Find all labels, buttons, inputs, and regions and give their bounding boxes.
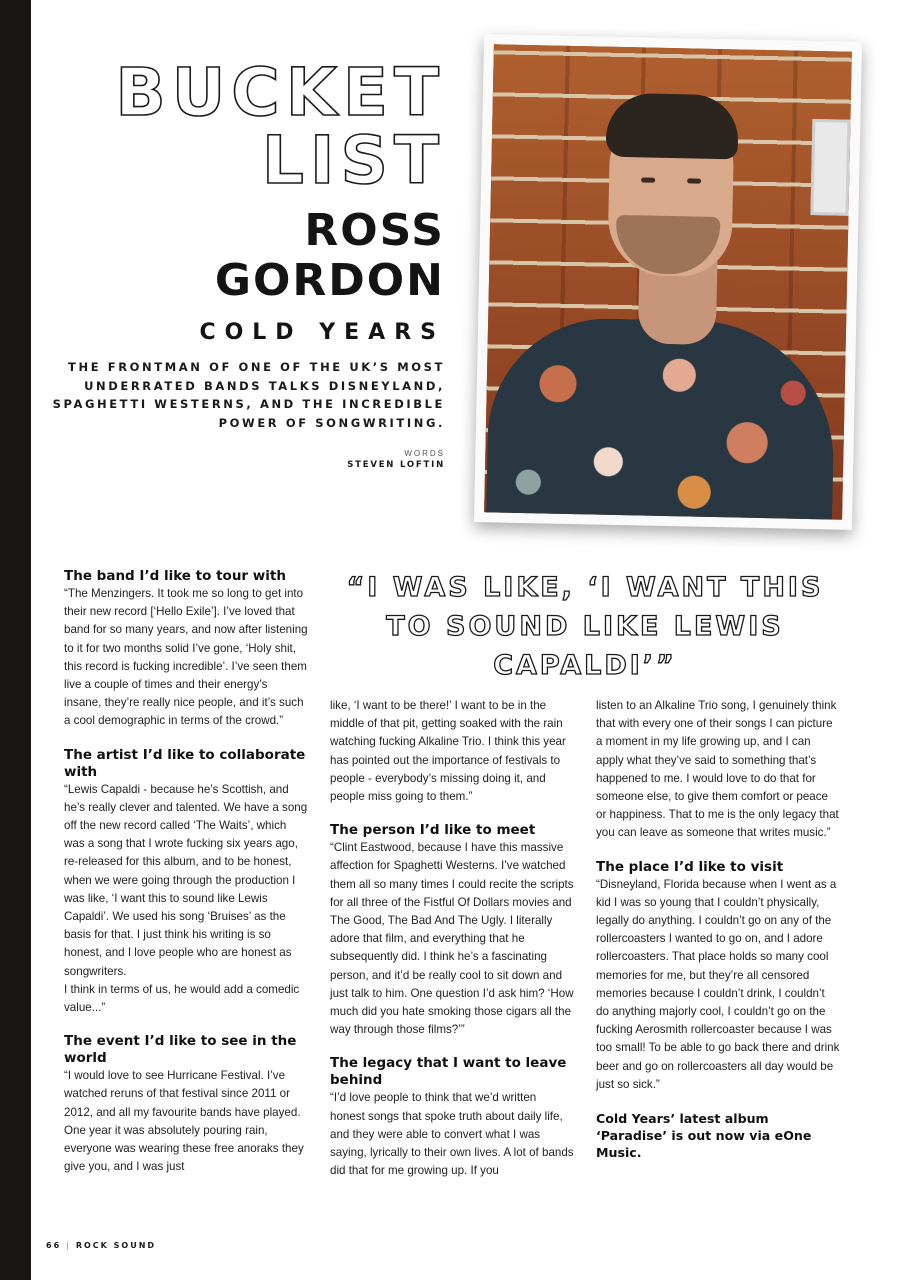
heading-meet: The person I’d like to meet [330,822,536,839]
column-3 [596,697,840,1161]
column-1 [64,568,308,1176]
page-spine [0,0,31,1280]
standfirst: THE FRONTMAN OF ONE OF THE UK’S MOST UNDERRATED BANDS TALKS DISNEYLAND, SPAGHETTI WESTERNS, AND THE INCREDIBLE POWER OF SONGWRITING. [52,360,445,430]
title-bucket: BUCKET [115,54,445,131]
wall-picture [810,119,850,216]
right-eye [687,178,701,183]
text-legacy-1: “I’d love people to think that we’d written honest songs that spoke truth about daily life, and they were able to convert what I was saying, lyrically to their own lives. A lot of bands did that for me growing up. If you [330,1091,574,1178]
left-eye [641,177,655,182]
footer-separator: | [66,1241,71,1250]
publication-name: ROCK SOUND [75,1241,157,1250]
heading-tour: The band I’d like to tour with [64,568,286,584]
pull-quote: “I WAS LIKE, ‘I WANT THIS TO SOUND LIKE LEWIS CAPALDI’” [346,572,824,681]
page-number: 66 [46,1241,62,1250]
text-meet: “Clint Eastwood, because I have this massive affection for Spaghetti Westerns. I’ve watched them all so many times I could recite the scripts for all three of the Fistful Of Dollars movies and The Good, The Bad And The Ugly. I literally adore that film, and everything that he subsequently did. I think he’s a fascinating person, and it’d be really cool to sit down and just talk to him. One question I’d ask him? ‘How much did you hate smoking those cigars all the way through those films?’” [330,841,574,1037]
text-event-1: “I would love to see Hurricane Festival. I’ve watched reruns of that festival since 2011 or 2012, and all my favourite bands have played. One year it was absolutely pouring rain, everyone was wearing these free anoraks they give you, and I was just [64,1069,304,1174]
heading-visit: The place I’d like to visit [596,858,784,875]
text-tour: “The Menzingers. It took me so long to get into their new record [‘Hello Exile’]. I’ve loved that band for so many years, and now after listening to it for two months solid I’ve gone, ‘Holy shit, this record is fucking incredible’. I’ve seen them live a couple of times and their energy’s insane, they’re really nice people, and it’s such a cool demographic in terms of the crowd.” [64,587,308,728]
portrait-photo [484,44,852,519]
words-author: STEVEN LOFTIN [347,460,445,470]
column-2 [330,697,574,1180]
portrait-photo-frame [474,34,862,530]
heading-collaborate: The artist I’d like to collaborate with [64,746,306,780]
heading-event: The event I’d like to see in the world [64,1033,297,1067]
closing-note: Cold Years’ latest album ‘Paradise’ is out now via eOne Music. [596,1111,812,1161]
hair [606,93,739,160]
text-legacy-2: listen to an Alkaline Trio song, I genuinely think that with every one of their songs I can picture a moment in my life growing up, and I can apply what they’ve said to something that’s happened to me. I would love to do that for someone else, to give them comfort or peace or happiness. That to me is the only legacy that you can leave as someone that writes music.” [596,699,839,840]
text-visit: “Disneyland, Florida because when I went as a kid I was so young that I couldn’t physically, legally do anything. I couldn’t go on any of the rollercoasters I wanted to go on, and I adore rollercoasters. That place holds so many cool memories for me, but they’re all censored memories because I couldn’t drink, I couldn’t do anything majorly cool, I couldn’t go on the fucking Aerosmith rollercoaster because I was too small! To be able to go back there and drink beer and go on rollercoasters all day would be just so sick.” [596,877,840,1091]
name-last: GORDON [214,255,445,306]
words-label: WORDS [404,449,445,458]
floral-shirt [486,316,837,519]
band-name: COLD YEARS [199,320,445,345]
text-collaborate-2: I think in terms of us, he would add a comedic value...” [64,982,300,1015]
text-collaborate-1: “Lewis Capaldi - because he’s Scottish, and he’s really clever and talented. We have a song off the new record called ‘The Waits’, which was a song that I wrote fucking six years ago, re-released for this album, and to be honest, when we were going through the production I was like, ‘I want this to sound like Lewis Capaldi’. We used his song ‘Bruises’ as the basis for that. I just think his writing is so honest, and I love people who are honest as songwriters. [64,782,308,978]
name-first: ROSS [304,205,445,256]
heading-legacy: The legacy that I want to leave behind [330,1055,567,1089]
text-event-2: like, ‘I want to be there!’ I want to be in the middle of that pit, getting soaked with the rain watching fucking Alkaline Trio. I think this year has pointed out the importance of festivals to people - everybody’s missing doing it, and people miss going to them.” [330,699,566,804]
page-footer [46,1241,156,1250]
title-list: LIST [261,122,445,199]
